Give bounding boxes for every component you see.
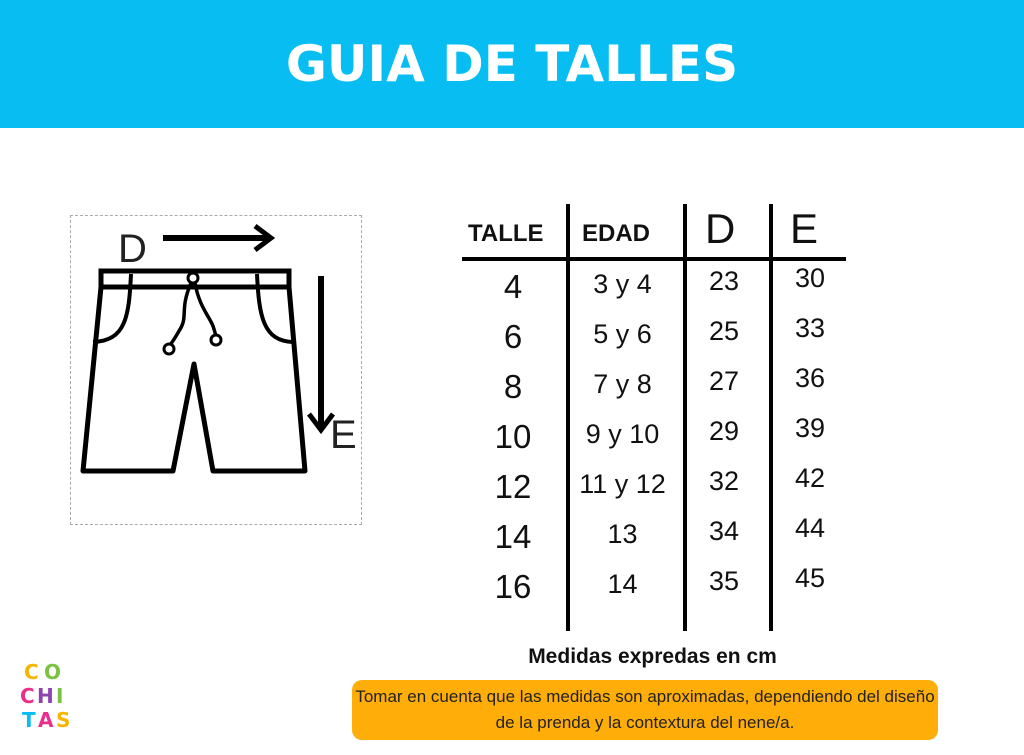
cell-d: 34: [708, 516, 740, 546]
cell-e: 30: [794, 263, 826, 293]
svg-text:O: O: [44, 660, 62, 684]
cell-talle: 16: [494, 568, 532, 605]
svg-text:C: C: [20, 684, 35, 708]
column-divider: [683, 204, 687, 631]
cell-edad: 9 y 10: [585, 419, 660, 449]
cell-talle: 6: [503, 318, 523, 355]
column-divider: [566, 204, 570, 631]
cell-d: 23: [708, 266, 740, 296]
header-banner: [0, 0, 1024, 128]
cell-edad: 3 y 4: [593, 269, 652, 299]
svg-text:T: T: [22, 708, 36, 732]
header-talle: TALLE: [468, 220, 544, 247]
cell-e: 44: [794, 513, 826, 543]
cell-d: 29: [708, 416, 740, 446]
cell-talle: 8: [503, 368, 523, 405]
cell-talle: 14: [494, 518, 532, 555]
cochitas-logo: [20, 657, 80, 737]
cell-e: 45: [794, 563, 826, 593]
svg-text:S: S: [56, 708, 71, 732]
cell-edad: 11 y 12: [579, 469, 666, 499]
svg-text:H: H: [37, 684, 54, 708]
header-edad: EDAD: [582, 220, 651, 247]
disclaimer-text: Tomar en cuenta que las medidas son aproximadas, dependiendo del diseño de la prenda y la contextura del nene/a.: [355, 687, 935, 732]
cell-edad: 7 y 8: [593, 369, 652, 399]
cell-d: 35: [708, 566, 740, 596]
svg-text:I: I: [56, 684, 64, 708]
cell-d: 27: [708, 366, 740, 396]
length-label: E: [330, 413, 357, 457]
disclaimer-box: [352, 680, 938, 740]
cell-talle: 12: [494, 468, 532, 505]
header-divider: [462, 257, 846, 261]
shorts-illustration: [71, 216, 363, 526]
cell-talle: 10: [494, 418, 532, 455]
cell-e: 39: [794, 413, 826, 443]
cell-talle: 4: [503, 268, 523, 305]
cell-d: 32: [708, 466, 740, 496]
size-table: [460, 200, 850, 632]
column-divider: [769, 204, 773, 631]
cell-e: 33: [794, 313, 826, 343]
units-caption: Medidas expredas en cm: [528, 645, 777, 668]
cell-d: 25: [708, 316, 740, 346]
width-label: D: [118, 227, 147, 271]
cell-edad: 13: [607, 519, 638, 549]
page-title: GUIA DE TALLES: [285, 35, 739, 93]
header-d: D: [705, 205, 736, 252]
cell-e: 36: [794, 363, 826, 393]
shorts-diagram: [70, 215, 362, 525]
svg-text:C: C: [24, 660, 39, 684]
cell-e: 42: [794, 463, 826, 493]
cell-edad: 5 y 6: [593, 319, 652, 349]
header-e: E: [790, 205, 819, 252]
brand-logo: [20, 657, 80, 737]
svg-text:A: A: [38, 708, 54, 732]
cell-edad: 14: [607, 569, 638, 599]
